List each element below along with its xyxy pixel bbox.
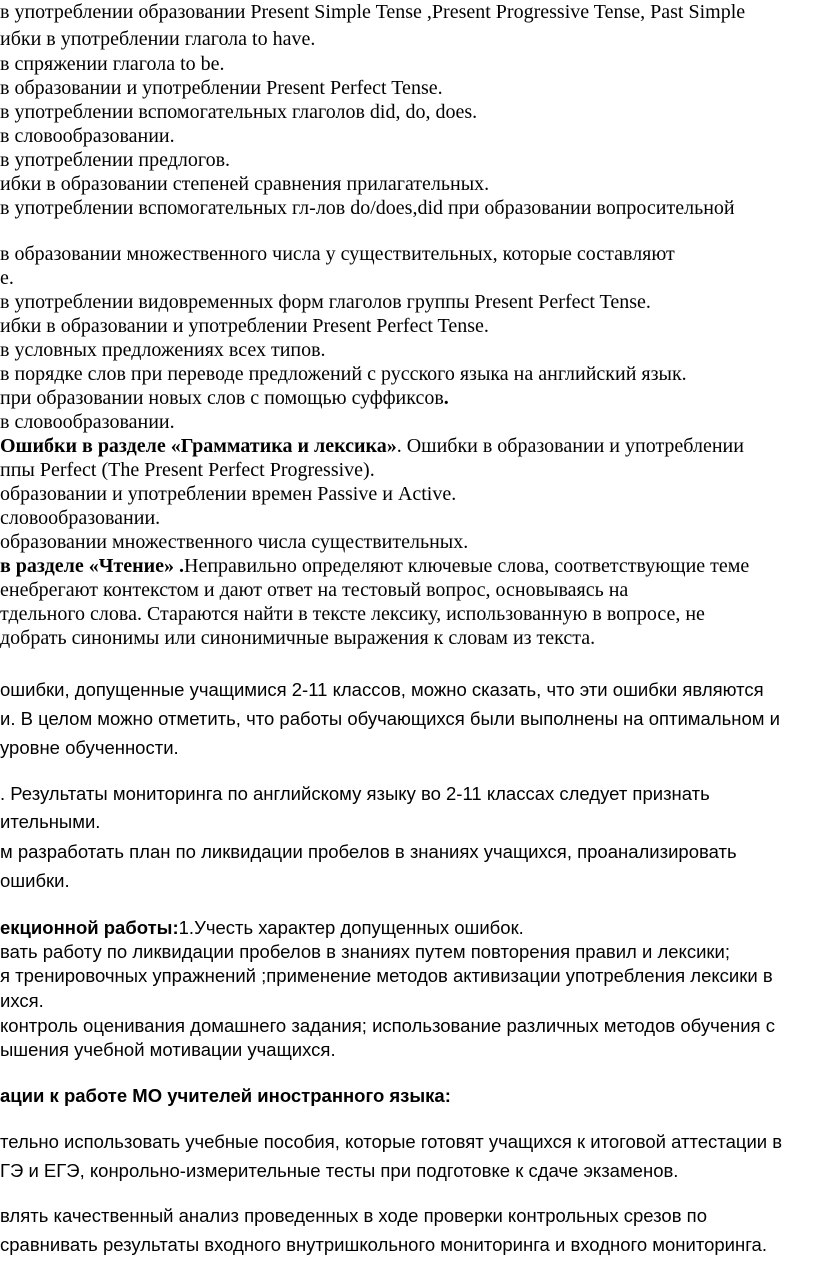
doc-line: словообразовании. (0, 507, 161, 529)
doc-line: контроль оценивания домашнего задания; использование различных методов обучения с (0, 1015, 775, 1036)
doc-line: в употреблении предлогов. (0, 149, 231, 171)
doc-line: сравнивать результаты входного внутришкольного мониторинга и входного мониторинга. (0, 1234, 767, 1255)
doc-line: ительными. (0, 811, 101, 832)
doc-line: ибки в образовании степеней сравнения прилагательных. (0, 173, 490, 195)
doc-line: ппы Perfect (The Present Perfect Progressive). (0, 459, 375, 481)
doc-line (0, 386, 449, 410)
doc-line: ибки в образовании и употреблении Present Perfect Tense. (0, 315, 489, 337)
doc-line (0, 554, 749, 578)
doc-line: ышения учебной мотивации учащихся. (0, 1039, 336, 1060)
doc-line: м разработать план по ликвидации пробелов в знаниях учащихся, проанализировать (0, 841, 737, 862)
line-text: при образовании новых слов с помощью суффиксов (0, 387, 444, 409)
doc-line: енебрегают контекстом и дают ответ на тестовый вопрос, основываясь на (0, 579, 629, 601)
doc-line: в образовании множественного числа у существительных, которые составляют (0, 243, 675, 265)
doc-line: е. (0, 267, 14, 289)
doc-line: в условных предложениях всех типов. (0, 339, 326, 361)
doc-line: ихся. (0, 990, 44, 1011)
doc-line: ибки в употреблении глагола to have. (0, 28, 316, 50)
doc-line: уровне обученности. (0, 737, 179, 758)
doc-line: тдельного слова. Стараются найти в тексте лексику, использованную в вопросе, не (0, 603, 705, 625)
doc-line: в словообразовании. (0, 411, 175, 433)
line-text: 1.Учесть характер допущенных ошибок. (178, 917, 524, 938)
doc-line: в образовании и употреблении Present Perfect Tense. (0, 77, 443, 99)
doc-line (0, 916, 524, 940)
doc-line: ГЭ и ЕГЭ, конрольно-измерительные тесты при подготовке к сдаче экзаменов. (0, 1160, 679, 1181)
doc-line: ошибки. (0, 870, 70, 891)
doc-line: в употреблении видовременных форм глаголов группы Present Perfect Tense. (0, 291, 651, 313)
section-heading: екционной работы: (0, 917, 179, 938)
doc-line: ошибки, допущенные учащимися 2-11 классов, можно сказать, что эти ошибки являются (0, 679, 764, 700)
doc-line (0, 434, 744, 458)
doc-line: тельно использовать учебные пособия, которые готовят учащихся к итоговой аттестации в (0, 1131, 783, 1152)
doc-line: образовании множественного числа существительных. (0, 531, 469, 553)
doc-line: в порядке слов при переводе предложений с русского языка на английский язык. (0, 363, 687, 385)
doc-line: и. В целом можно отметить, что работы обучающихся были выполнены на оптимальном и (0, 708, 780, 729)
line-text: Неправильно определяют ключевые слова, соответствующие теме (184, 555, 750, 577)
doc-line: . Результаты мониторинга по английскому языку во 2-11 классах следует признать (0, 783, 710, 804)
doc-line: в словообразовании. (0, 125, 175, 147)
doc-line: влять качественный анализ проведенных в ходе проверки контрольных срезов по (0, 1205, 707, 1226)
doc-line: я тренировочных упражнений ;применение методов активизации употребления лексики в (0, 965, 773, 986)
section-heading: Ошибки в разделе «Грамматика и лексика» (0, 435, 397, 457)
line-bold-end: . (443, 387, 449, 409)
section-heading: в разделе «Чтение» . (0, 555, 184, 577)
doc-line: добрать синонимы или синонимичные выражения к словам из текста. (0, 627, 596, 649)
doc-line: образовании и употреблении времен Passive и Active. (0, 483, 457, 505)
section-heading: ации к работе МО учителей иностранного языка: (0, 1085, 451, 1106)
doc-line: в употреблении образовании Present Simple Tense ,Present Progressive Tense, Past Simple (0, 1, 746, 23)
line-text: . Ошибки в образовании и употреблении (396, 435, 744, 457)
doc-line: в употреблении вспомогательных гл-лов do/does,did при образовании вопросительной (0, 197, 735, 219)
doc-line: в спряжении глагола to be. (0, 53, 225, 75)
doc-line: в употреблении вспомогательных глаголов did, do, does. (0, 101, 478, 123)
doc-line: вать работу по ликвидации пробелов в знаниях путем повторения правил и лексики; (0, 941, 730, 962)
